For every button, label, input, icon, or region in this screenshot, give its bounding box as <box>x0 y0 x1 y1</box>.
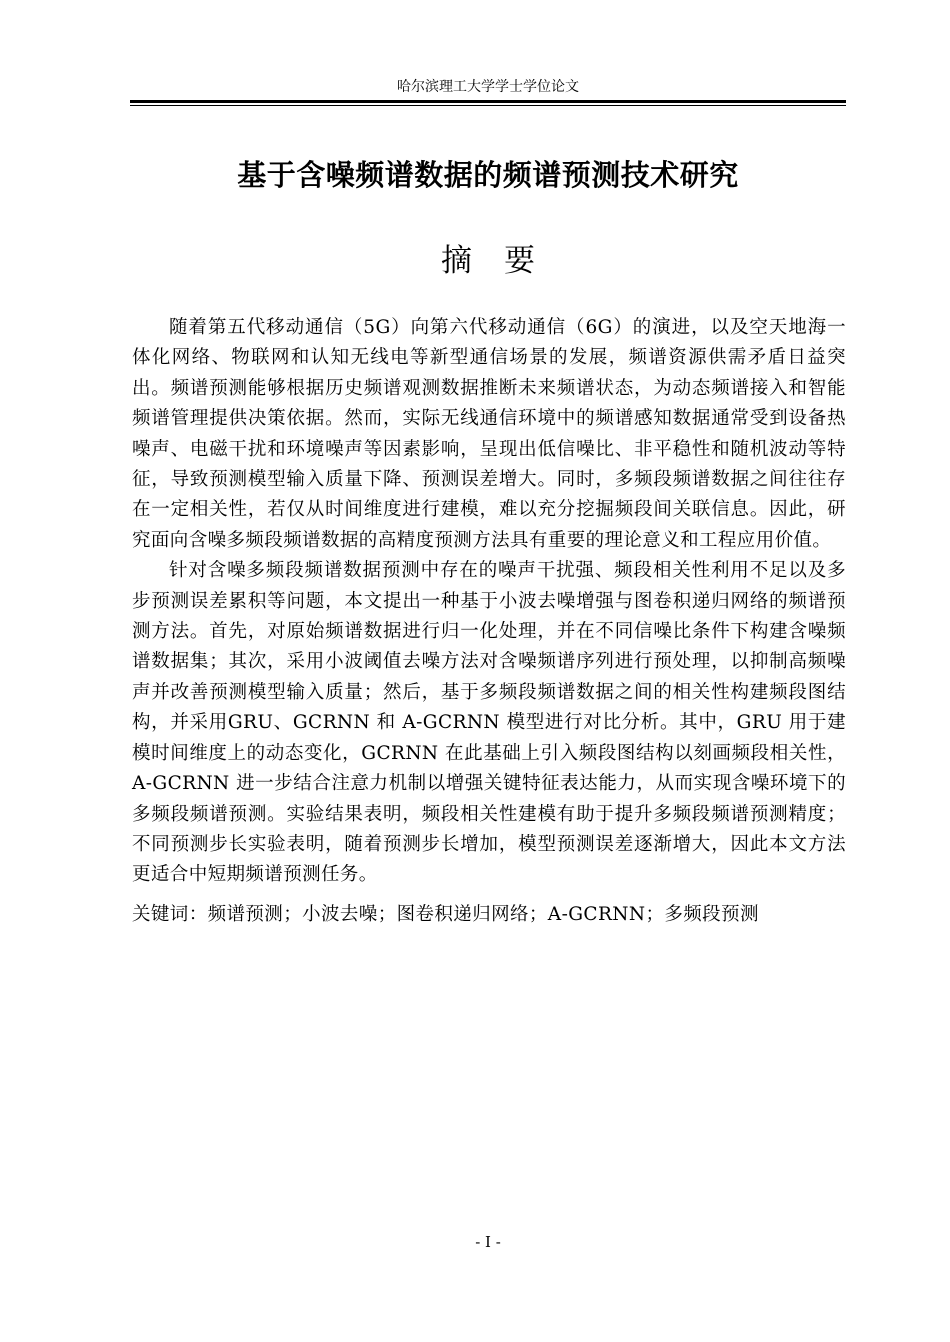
header-rule-thin <box>130 105 846 106</box>
running-header: 哈尔滨理工大学学士学位论文 <box>397 79 579 95</box>
keywords-label: 关键词： <box>132 904 208 925</box>
abstract-paragraph-1: 随着第五代移动通信（5G）向第六代移动通信（6G）的演进，以及空天地海一体化网络、物联网和认知无线电等新型通信场景的发展，频谱资源供需矛盾日益突出。频谱预测能够根据历史频谱观测数据推断未来频谱状态，为动态频谱接入和智能频谱管理提供决策依据。然而，实际无线通信环境中的频谱感知数据通常受到设备热噪声、电磁干扰和环境噪声等因素影响，呈现出低信噪比、非平稳性和随机波动等特征，导致预测模型输入质量下降、预测误差增大。同时，多频段频谱数据之间往往存在一定相关性，若仅从时间维度进行建模，难以充分挖掘频段间关联信息。因此，研究面向含噪多频段频谱数据的高精度预测方法具有重要的理论意义和工程应用价值。 <box>132 317 846 551</box>
keywords <box>132 900 846 930</box>
header-rule-thick <box>130 100 846 103</box>
abstract-paragraph-2: 针对含噪多频段频谱数据预测中存在的噪声干扰强、频段相关性利用不足以及多步预测误差累积等问题，本文提出一种基于小波去噪增强与图卷积递归网络的频谱预测方法。首先，对原始频谱数据进行归一化处理，并在不同信噪比条件下构建含噪频谱数据集；其次，采用小波阈值去噪方法对含噪频谱序列进行预处理，以抑制高频噪声并改善预测模型输入质量；然后，基于多频段频谱数据之间的相关性构建频段图结构，并采用GRU、GCRNN 和 A-GCRNN 模型进行对比分析。其中，GRU 用于建模时间维度上的动态变化，GCRNN 在此基础上引入频段图结构以刻画频段相关性，A-GCRNN 进一步结合注意力机制以增强关键特征表达能力，从而实现含噪环境下的多频段频谱预测。实验结果表明，频段相关性建模有助于提升多频段频谱预测精度；不同预测步长实验表明，随着预测步长增加，模型预测误差逐渐增大，因此本文方法更适合中短期频谱预测任务。 <box>132 560 846 886</box>
abstract-body <box>132 313 846 891</box>
keywords-text: 频谱预测；小波去噪；图卷积递归网络；A-GCRNN；多频段预测 <box>207 904 759 925</box>
page-number: - I - <box>475 1233 501 1251</box>
thesis-title: 基于含噪频谱数据的频谱预测技术研究 <box>237 158 739 192</box>
abstract-heading: 摘要 <box>441 243 567 279</box>
